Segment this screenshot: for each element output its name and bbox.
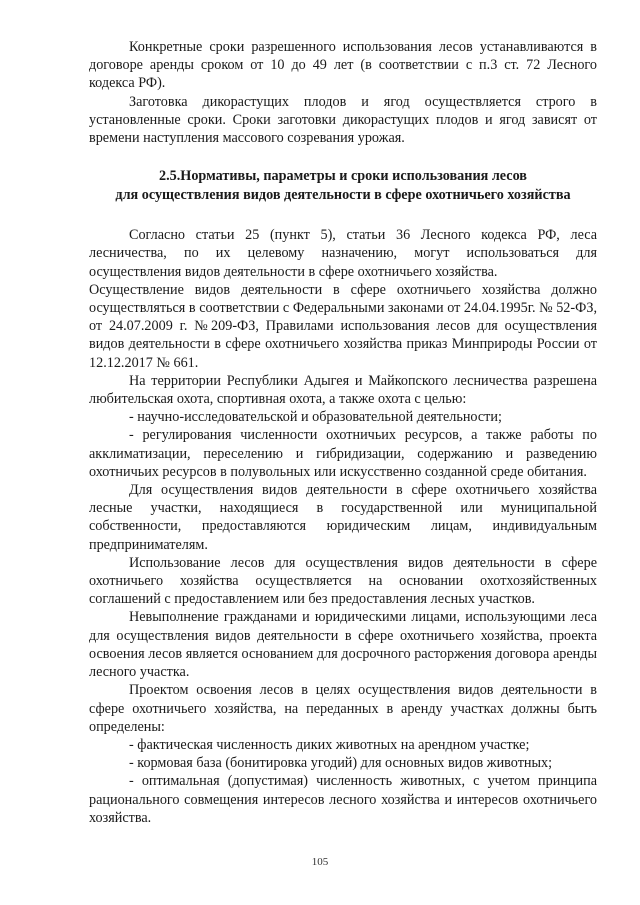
list-item-optimal-count: - оптимальная (допустимая) численность животных, с учетом принципа рационального совмещения интересов лесного хозяйства и интересов охотничьего хозяйства. xyxy=(89,773,597,826)
section-heading-line-2: для осуществления видов деятельности в сфере охотничьего хозяйства xyxy=(115,186,571,203)
document-page xyxy=(89,38,597,827)
paragraph-wild-fruits: Заготовка дикорастущих плодов и ягод осуществляется строго в установленные сроки. Сроки заготовки дикорастущих плодов и ягод зависят от времени наступления массового созревания урожая. xyxy=(89,93,597,147)
section-heading xyxy=(89,167,597,204)
list-item-regulation: - регулирования численности охотничьих ресурсов, а также работы по акклиматизации, переселению и гибридизации, содержанию и разведению охотничьих ресурсов в полувольных или искусственно созданной среде обитания. xyxy=(89,427,597,480)
section-heading-line-1: 2.5.Нормативы, параметры и сроки использования лесов xyxy=(159,168,527,185)
page-number: 105 xyxy=(311,856,329,868)
paragraph-permitted-hunting: На территории Республики Адыгея и Майкопского лесничества разрешена любительская охота, спортивная охота, а также охота с целью: xyxy=(89,372,597,408)
list-item-forage-base: - кормовая база (бонитировка угодий) для основных видов животных; xyxy=(129,755,553,772)
paragraph-federal-laws: Осуществление видов деятельности в сфере охотничьего хозяйства должно осуществляться в соответствии с Федеральными законами от 24.04.1995г. № 52-ФЗ, от 24.07.2009 г. №209-ФЗ, Правилами использования лесов для осуществления видов деятельности в сфере охотничьего хозяйства приказ Минприроды России от 12.12.2017 № 661. xyxy=(89,281,597,371)
paragraph-agreements: Использование лесов для осуществления видов деятельности в сфере охотничьего хозяйства осуществляется на основании охотхозяйственных соглашений с предоставлением или без предоставления лесных участков. xyxy=(89,554,597,608)
paragraph-termination: Невыполнение гражданами и юридическими лицами, использующими леса для осуществления видов деятельности в сфере охотничьего хозяйства, проекта освоения лесов является основанием для досрочного расторжения договора аренды лесного участка. xyxy=(89,609,597,681)
list-item-research: - научно-исследовательской и образовательной деятельности; xyxy=(129,409,502,426)
list-item-animal-count: - фактическая численность диких животных на арендном участке; xyxy=(129,736,530,753)
paragraph-legal-basis: Согласно статьи 25 (пункт 5), статьи 36 Лесного кодекса РФ, леса лесничества, по их целевому назначению, могут использоваться для осуществления видов деятельности в сфере охотничьего хозяйства. xyxy=(89,227,597,280)
paragraph-lease-terms: Конкретные сроки разрешенного использования лесов устанавливаются в договоре аренды сроком от 10 до 49 лет (в соответствии с п.3 ст. 72 Лесного кодекса РФ). xyxy=(89,39,597,92)
paragraph-project-requirements: Проектом освоения лесов в целях осуществления видов деятельности в сфере охотничьего хозяйства, на переданных в аренду участках должны быть определены: xyxy=(89,682,597,735)
paragraph-land-provision: Для осуществления видов деятельности в сфере охотничьего хозяйства лесные участки, находящиеся в государственной или муниципальной собственности, предоставляются юридическим лицам, индивидуальным предпринимателям. xyxy=(89,482,597,553)
